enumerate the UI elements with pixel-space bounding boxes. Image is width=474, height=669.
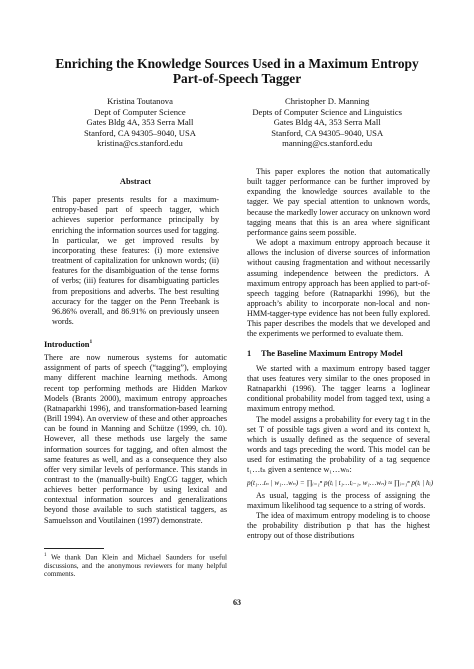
author-block bbox=[44, 96, 430, 149]
paragraph: We adopt a maximum entropy approach because it allows the inclusion of diverse sources of information without causing fragmentation and without necessarily assuming independence between the predictors. A maximum entropy approach has been applied to part-of-speech tagging before (Ratnaparkhi 1996), but the approach’s ability to incorporate non-local and non-HMM-tagger-type evidence has not been fully explored. This paper describes the models that we developed and the experiments we performed to evaluate them. bbox=[247, 238, 430, 339]
paragraph: We started with a maximum entropy based tagger that uses features very similar to the ones proposed in Ratnaparkhi (1996). The tagger learns a loglinear conditional probability model from tagged text, using a maximum entropy method. bbox=[247, 363, 430, 414]
intro-heading bbox=[44, 337, 227, 350]
section-number: 1 bbox=[247, 348, 252, 358]
paragraph: The model assigns a probability for every tag t in the set T of possible tags given a word and its context h, which is usually defined as the sequence of several words and tags preceding the word. This model can be used for estimating the probability of a tag sequence t₁…tₙ given a sentence w₁…wₙ: bbox=[247, 414, 430, 475]
footnote bbox=[44, 552, 227, 579]
right-column bbox=[247, 166, 434, 579]
paragraph: This paper explores the notion that automatically built tagger performance can be further improved by expanding the knowledge sources available to the tagger. We pay special attention to unknown words, because the markedly lower accuracy on unknown word tagging means that this is an area where significant performance gains seem possible. bbox=[247, 166, 430, 237]
author-address: Gates Bldg 4A, 353 Serra Mall bbox=[273, 117, 381, 128]
paper-title bbox=[44, 56, 430, 86]
abstract-text: This paper presents results for a maximum-entropy-based part of speech tagger, which achieves superior performance principally by enriching the information sources used for tagging. In particular, we get improved results by incorporating these features: (i) more extensive treatment of capitalization for unknown words; (ii) features for the disambiguation of the tense forms of verbs; (iii) features for disambiguating particles from prepositions and adverbs. The best resulting accuracy for the tagger on the Penn Treebank is 96.86% overall, and 86.91% on previously unseen words. bbox=[52, 195, 219, 326]
footnote-mark: 1 bbox=[44, 552, 47, 558]
author-city: Stanford, CA 94305–9040, USA bbox=[84, 127, 196, 138]
author-1 bbox=[84, 96, 196, 149]
page-number: 63 bbox=[233, 598, 241, 607]
paragraph: As usual, tagging is the process of assigning the maximum likelihood tag sequence to a string of words. bbox=[247, 490, 430, 510]
author-dept: Depts of Computer Science and Linguistics bbox=[252, 106, 402, 117]
author-dept: Dept of Computer Science bbox=[94, 106, 186, 117]
title-line-2: Part-of-Speech Tagger bbox=[172, 71, 302, 86]
author-2 bbox=[252, 96, 402, 149]
intro-text: There are now numerous systems for automatic assignment of parts of speech (“tagging”), employing many different machine learning methods. Among recent top performing methods are Hidden Markov Models (Brants 2000), maximum entropy approaches (Ratnaparkhi 1996), and transformation-based learning (Brill 1994). An overview of these and other approaches can be found in Manning and Schütze (1999, ch. 10). However, all these methods use largely the same information sources for tagging, and often almost the same features as well, and as a consequence they also offer very similar levels of performance. This stands in contrast to the (manually-built) EngCG tagger, which achieves better performance by using lexical and contextual information sources and generalizations beyond those available to such statistical taggers, as Samuelsson and Voutilainen (1997) demonstrate. bbox=[44, 353, 227, 525]
intro-heading-text: Introduction bbox=[44, 339, 90, 349]
abstract bbox=[44, 195, 227, 327]
abstract-heading: Abstract bbox=[119, 176, 152, 186]
author-name: Kristina Toutanova bbox=[107, 96, 173, 106]
footnote-divider bbox=[44, 548, 104, 549]
author-email: manning@cs.stanford.edu bbox=[282, 138, 373, 149]
equation: p(t₁…tₙ | w₁…wₙ) = ∏ᵢ₌₁ⁿ p(tᵢ | t₁…tᵢ₋₁, w₁…wₙ) ≈ ∏ᵢ₌₁ⁿ p(tᵢ | hᵢ) bbox=[247, 478, 434, 487]
two-column-body bbox=[44, 166, 434, 579]
section-heading bbox=[247, 349, 430, 359]
author-city: Stanford, CA 94305–9040, USA bbox=[271, 127, 384, 138]
left-column bbox=[44, 167, 227, 579]
title-line-1: Enriching the Knowledge Sources Used in a Maximum Entropy bbox=[55, 56, 419, 71]
footnote-text: We thank Dan Klein and Michael Saunders for useful discussions, and the anonymous reviewers for many helpful comments. bbox=[44, 553, 227, 579]
author-email: kristina@cs.stanford.edu bbox=[97, 138, 183, 149]
section-title: The Baseline Maximum Entropy Model bbox=[261, 348, 403, 358]
intro-footnote-mark: 1 bbox=[89, 339, 93, 346]
author-name: Christopher D. Manning bbox=[285, 96, 370, 106]
author-address: Gates Bldg 4A, 353 Serra Mall bbox=[86, 117, 194, 128]
paragraph: The idea of maximum entropy modeling is to choose the probability distribution p that has the highest entropy out of those distributions bbox=[247, 510, 430, 541]
